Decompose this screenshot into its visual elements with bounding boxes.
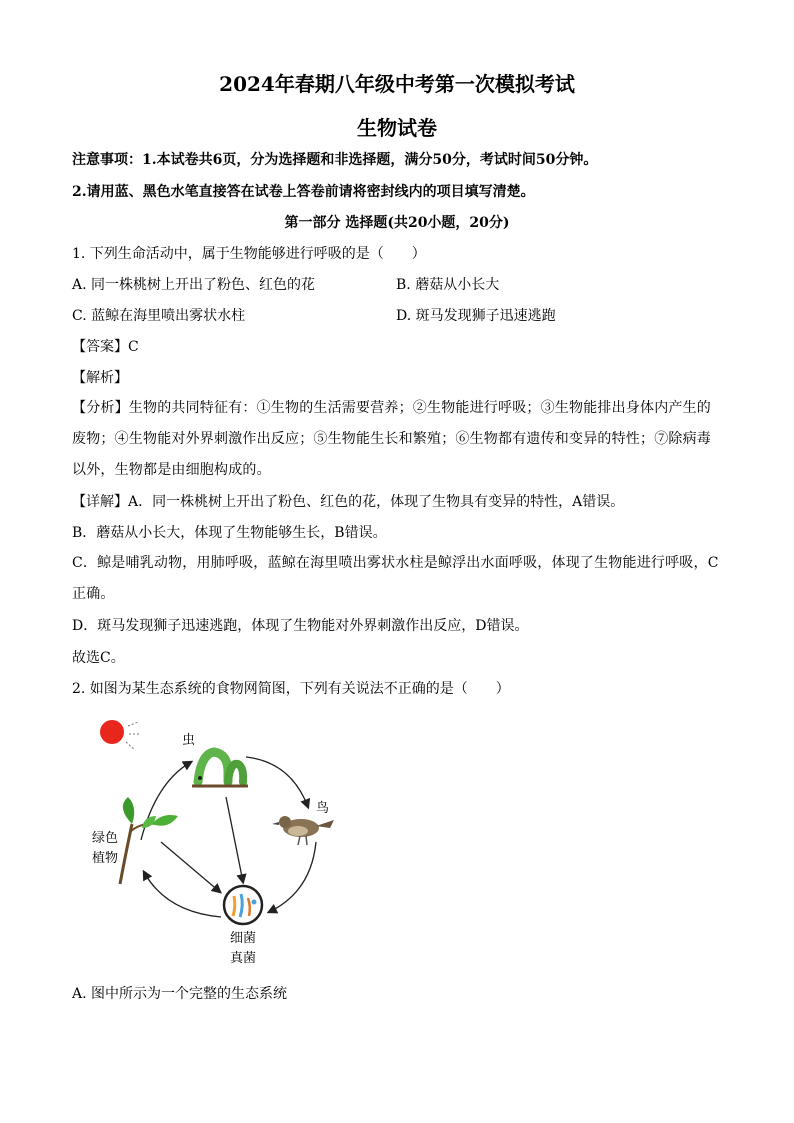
notice-line-1: 注意事项：1.本试卷共6页，分为选择题和非选择题，满分50分，考试时间50分钟。: [72, 152, 598, 168]
label-insect: 虫: [182, 733, 196, 748]
q2-stem: 2. 如图为某生态系统的食物网简图，下列有关说法不正确的是（ ）: [72, 681, 510, 697]
arrow-plant-to-decomposer: [161, 842, 220, 892]
q1-detail-b: B．蘑菇从小长大，体现了生物能够生长，B错误。: [72, 525, 387, 541]
label-decomposer-line2: 真菌: [230, 951, 257, 966]
q1-answer: 【答案】C: [72, 339, 139, 355]
q1-analysis-label: 【解析】: [72, 370, 128, 386]
food-web-figure: [86, 712, 346, 972]
q1-analysis-paragraph: 【分析】生物的共同特征有：①生物的生活需要营养；②生物能进行呼吸；③生物能排出身体内产生的废物；④生物能对外界刺激作出反应；⑤生物能生长和繁殖；⑥生物都有遗传和变异的特性；⑦除病毒以外，生物都是由细胞构成的。: [72, 400, 711, 478]
section-title: 第一部分 选择题(共20小题，20分): [284, 215, 510, 231]
arrow-insect-to-decomposer: [226, 797, 243, 882]
q1-option-b: B. 蘑菇从小长大: [396, 277, 500, 293]
arrow-bird-to-decomposer: [269, 842, 316, 912]
q1-option-d: D. 斑马发现狮子迅速逃跑: [396, 308, 556, 324]
sun-icon: [100, 720, 141, 750]
label-bird: 鸟: [316, 801, 330, 816]
arrow-decomposer-to-plant: [144, 872, 221, 917]
caterpillar-icon: [192, 752, 248, 786]
label-plant-line2: 植物: [92, 851, 119, 866]
bacteria-fungi-icon: [224, 886, 262, 924]
arrow-plant-to-insect: [141, 762, 191, 840]
exam-title: 2024年春期八年级中考第一次模拟考试: [219, 72, 575, 96]
arrow-insect-to-bird: [246, 757, 308, 807]
plant-icon: [120, 797, 178, 884]
label-plant-line1: 绿色: [92, 831, 119, 846]
label-decomposer-line1: 细菌: [230, 931, 257, 946]
q1-stem: 1. 下列生命活动中，属于生物能够进行呼吸的是（ ）: [72, 246, 426, 262]
notice-line-2: 2.请用蓝、黑色水笔直接答在试卷上答卷前请将密封线内的项目填写清楚。: [72, 184, 535, 200]
q1-detail-c: C．鲸是哺乳动物，用肺呼吸，蓝鲸在海里喷出雾状水柱是鲸浮出水面呼吸，体现了生物能进行呼吸，C正确。: [72, 555, 719, 602]
q2-option-a: A. 图中所示为一个完整的生态系统: [72, 986, 288, 1002]
q1-detail-a: 【详解】A．同一株桃树上开出了粉色、红色的花，体现了生物具有变异的特性，A错误。: [72, 494, 625, 510]
q1-option-c: C. 蓝鲸在海里喷出雾状水柱: [72, 308, 246, 324]
exam-subtitle: 生物试卷: [357, 116, 437, 140]
q1-detail-d: D．斑马发现狮子迅速逃跑，体现了生物能对外界刺激作出反应，D错误。: [72, 618, 529, 634]
bird-icon: [272, 816, 334, 845]
q1-option-a: A. 同一株桃树上开出了粉色、红色的花: [72, 277, 316, 293]
q1-conclusion: 故选C。: [72, 650, 125, 666]
